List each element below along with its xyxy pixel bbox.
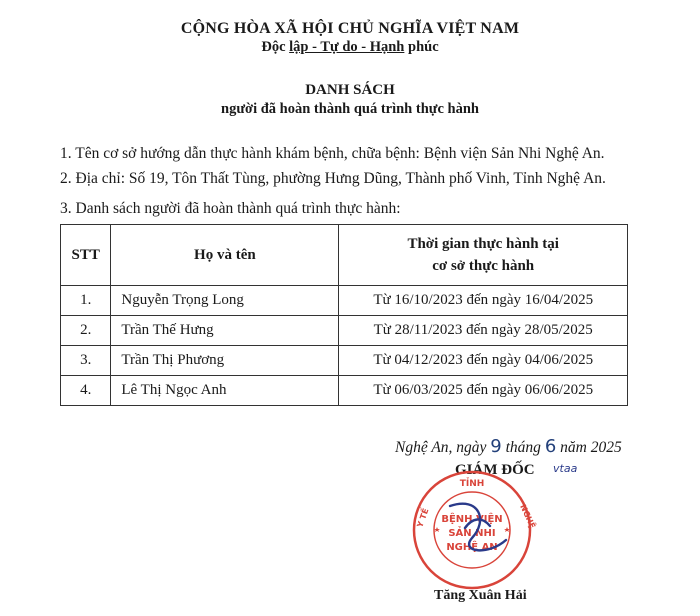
- table-row: [61, 316, 628, 346]
- handwritten-month: 6: [544, 436, 557, 457]
- director-title: GIÁM ĐỐC: [455, 462, 535, 478]
- header-period-line1: Thời gian thực hành tại: [407, 236, 559, 252]
- header-name: Họ và tên: [111, 225, 339, 286]
- row-name: Trần Thị Phương: [111, 346, 339, 376]
- seal-star-left: [434, 527, 440, 532]
- handwritten-day: 9: [490, 436, 502, 457]
- table-header-row: [61, 225, 628, 286]
- facility-line: 1. Tên cơ sở hướng dẫn thực hành khám bệnh, chữa bệnh: Bệnh viện Sản Nhi Nghệ An.: [60, 145, 605, 162]
- row-name: Lê Thị Ngọc Anh: [111, 376, 339, 406]
- table-row: [61, 346, 628, 376]
- director-initials: vtaa: [553, 462, 578, 475]
- header-period: [339, 225, 628, 286]
- country-header: CỘNG HÒA XÃ HỘI CHỦ NGHĨA VIỆT NAM: [180, 20, 520, 37]
- seal-line-1: BỆNH VIỆN: [441, 514, 503, 525]
- row-name: Trần Thế Hưng: [111, 316, 339, 346]
- row-period: Từ 16/10/2023 đến ngày 16/04/2025: [339, 286, 628, 316]
- row-period: Từ 04/12/2023 đến ngày 04/06/2025: [339, 346, 628, 376]
- seal-line-2: SẢN NHI: [448, 528, 496, 539]
- seal-arc-top: TỈNH: [459, 479, 485, 489]
- document-title: DANH SÁCH: [305, 82, 395, 98]
- motto-part-1: Độc: [261, 39, 290, 55]
- header-period-line2: cơ sở thực hành: [432, 258, 535, 274]
- place-prefix: Nghệ An, ngày: [395, 439, 491, 456]
- row-period: Từ 06/03/2025 đến ngày 06/06/2025: [339, 376, 628, 406]
- seal-star-right: [504, 527, 510, 532]
- row-name: Nguyễn Trọng Long: [111, 286, 339, 316]
- address-line: 2. Địa chỉ: Số 19, Tôn Thất Tùng, phường Hưng Dũng, Thành phố Vinh, Tỉnh Nghệ An.: [60, 170, 606, 187]
- hospital-seal: [410, 466, 538, 591]
- row-stt: 1.: [61, 286, 111, 316]
- row-stt: 2.: [61, 316, 111, 346]
- seal-arc-right: NGHỆ: [518, 503, 538, 530]
- list-intro-line: 3. Danh sách người đã hoàn thành quá trình thực hành:: [60, 200, 401, 217]
- seal-line-3: NGHỆ AN: [446, 542, 498, 553]
- motto: [0, 39, 700, 56]
- year-label: năm 2025: [556, 439, 622, 456]
- table-row: [61, 286, 628, 316]
- trainee-table: [60, 224, 628, 406]
- place-date: [395, 436, 622, 457]
- motto-part-3: phúc: [404, 39, 439, 55]
- motto-part-2: lập - Tự do - Hạnh: [289, 39, 405, 55]
- header-stt: STT: [61, 225, 111, 286]
- month-label: tháng: [501, 439, 545, 456]
- row-period: Từ 28/11/2023 đến ngày 28/05/2025: [339, 316, 628, 346]
- seal-arc-left: Y TẾ: [415, 507, 431, 529]
- table-row: [61, 376, 628, 406]
- signer-name: Tăng Xuân Hải: [434, 588, 527, 603]
- row-stt: 3.: [61, 346, 111, 376]
- document-subtitle: người đã hoàn thành quá trình thực hành: [221, 101, 479, 117]
- row-stt: 4.: [61, 376, 111, 406]
